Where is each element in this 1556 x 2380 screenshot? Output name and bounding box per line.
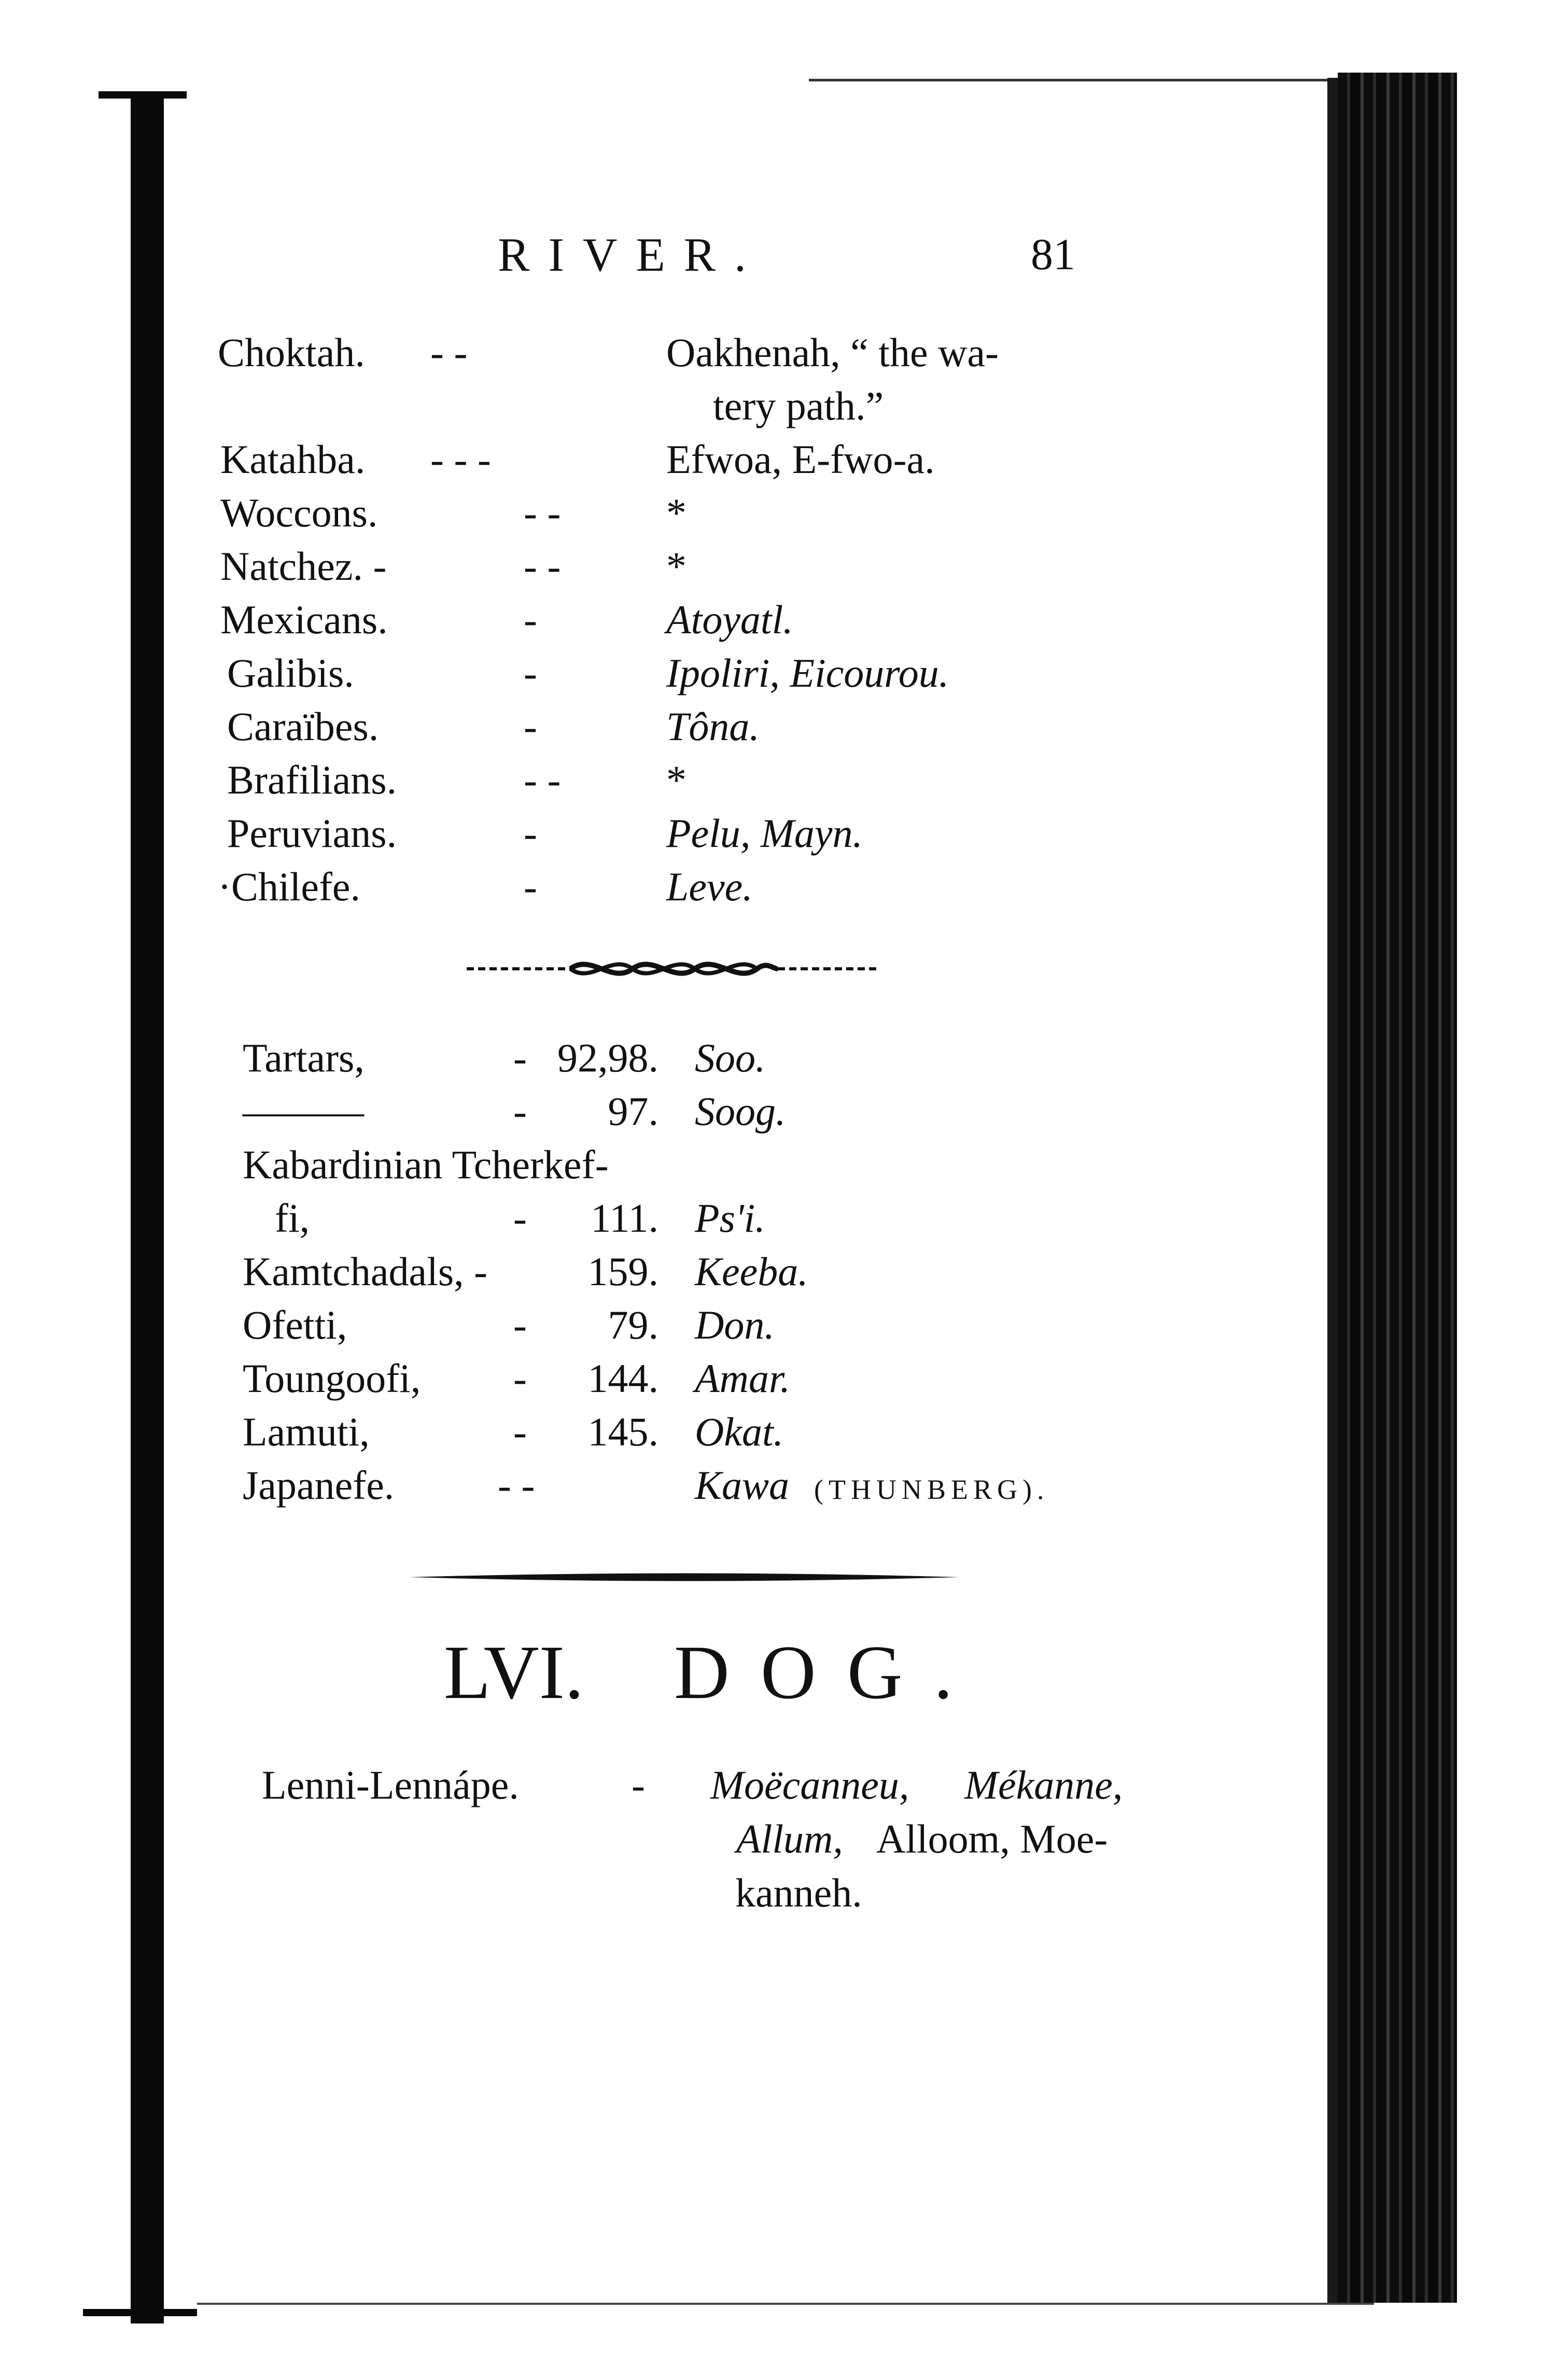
people-name: Natchez. - [220, 544, 387, 589]
people-name: Lamuti, [243, 1409, 370, 1454]
river-word: * [666, 490, 686, 535]
page-top-edge [809, 79, 1353, 81]
river-word: Ps'i. [695, 1195, 765, 1241]
people-name: ·Chilefe. [218, 864, 361, 909]
people-name: fi, [275, 1195, 310, 1241]
entry-word-3: Allum, [736, 1816, 843, 1861]
river-word: Kawa [695, 1463, 790, 1508]
river-word: Atoyatl. [666, 597, 793, 642]
river-word: Tôna. [666, 704, 760, 749]
leader-dashes: - [513, 1089, 527, 1134]
leader-dashes: - [513, 1302, 527, 1347]
page-number: 81 [1031, 229, 1075, 279]
leader-dashes: - [513, 1035, 527, 1080]
river-word: Keeba. [695, 1249, 808, 1294]
leader-dashes: - - [430, 330, 468, 375]
river-word: Amar. [695, 1356, 791, 1401]
reference-number: 159. [587, 1249, 658, 1294]
leader-dashes: - [513, 1356, 527, 1401]
people-name: Japanefe. [243, 1463, 395, 1508]
leader-dashes: - - [524, 544, 561, 589]
reference-number: 145. [587, 1409, 658, 1454]
leader-dashes: - [524, 704, 537, 749]
people-name: Mexicans. [220, 597, 388, 642]
leader-dashes: - [513, 1409, 527, 1454]
people-name: Katahba. [220, 437, 366, 482]
leader-dashes: - [524, 864, 537, 909]
people-name: Caraïbes. [227, 704, 379, 749]
entry-dash: - [632, 1762, 645, 1807]
entry-words-5: kanneh. [735, 1870, 862, 1915]
river-word: Oakhenah, “ the wa- [666, 330, 999, 375]
reference-number: 92,98. [557, 1035, 658, 1080]
entry-word-2: Mékanne, [964, 1762, 1123, 1807]
entry-name: Lenni-Lennápe. [262, 1762, 519, 1807]
leader-dashes: - - - [430, 437, 491, 482]
river-word: tery path.” [713, 383, 884, 428]
river-word: Ipoliri, Eicourou. [666, 650, 949, 695]
leader-dashes: - [524, 650, 537, 695]
people-name: Kamtchadals, - [243, 1249, 488, 1294]
leader-dashes: - [513, 1195, 527, 1241]
leader-dashes: - - [498, 1463, 535, 1508]
ornament-divider-icon [467, 953, 876, 984]
entry-words-4: Alloom, Moe- [876, 1816, 1108, 1861]
people-name: Kabardinian Tcherkef- [243, 1142, 609, 1187]
people-name: Choktah. [218, 330, 365, 375]
river-word: Okat. [695, 1409, 784, 1454]
people-name: Woccons. [220, 490, 378, 535]
source-wrapper [814, 1459, 1049, 1515]
section-number: LVI. [444, 1630, 584, 1715]
running-header: RIVER. [498, 228, 765, 281]
reference-number: 97. [608, 1089, 658, 1134]
people-name: Tartars, [243, 1035, 365, 1080]
reference-number: 111. [591, 1195, 658, 1241]
river-word: * [666, 544, 686, 589]
leader-dashes: - [524, 597, 537, 642]
page-bottom-edge [197, 2303, 1374, 2305]
reference-number: 79. [608, 1302, 658, 1347]
people-name: Peruvians. [227, 811, 397, 856]
people-name: ——— [243, 1089, 364, 1134]
leader-dashes: - [524, 811, 537, 856]
people-name: Galibis. [227, 650, 354, 695]
river-word: Leve. [666, 864, 753, 909]
people-name: Ofetti, [243, 1302, 347, 1347]
river-word: Efwoa, E-fwo-a. [666, 437, 935, 482]
river-word: Soog. [695, 1089, 786, 1134]
river-word: Soo. [695, 1035, 766, 1080]
scan-edge-mark-bottom [83, 2309, 197, 2316]
river-word: Pelu, Mayn. [666, 811, 863, 856]
people-name: Brafilians. [227, 757, 397, 802]
section-divider-rule [410, 1571, 959, 1583]
leader-dashes: - - [524, 490, 561, 535]
section-title: DOG. [674, 1630, 984, 1715]
river-word: * [666, 757, 686, 802]
entry-word-1: Moëcanneu, [710, 1762, 909, 1807]
source-citation: (THUNBERG). [814, 1474, 1049, 1505]
people-name: Toungoofi, [243, 1356, 421, 1401]
book-spine-shadow [131, 93, 164, 2323]
river-word: Don. [695, 1302, 775, 1347]
reference-number: 144. [587, 1356, 658, 1401]
page-stack-edge [1338, 73, 1457, 2303]
leader-dashes: - - [524, 757, 561, 802]
